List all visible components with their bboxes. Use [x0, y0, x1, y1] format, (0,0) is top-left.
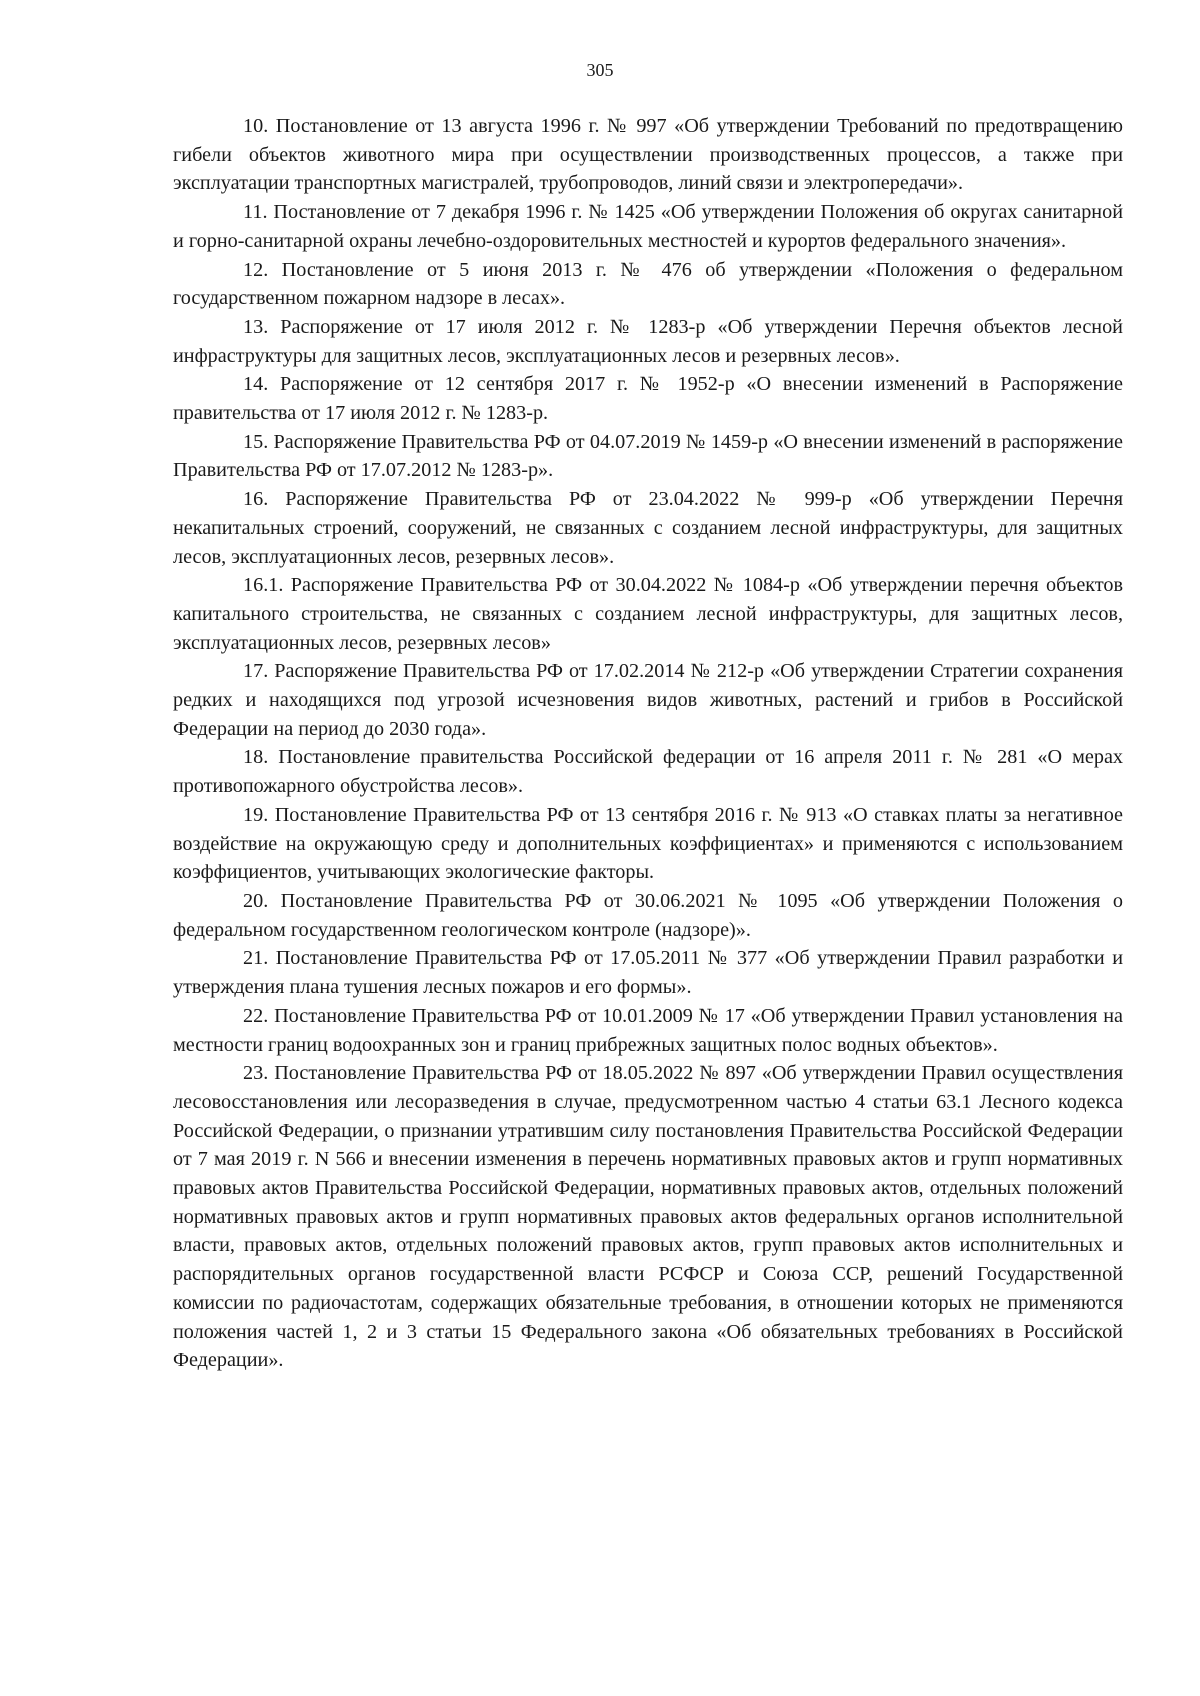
- list-item-16-1: 16.1. Распоряжение Правительства РФ от 30.04.2022 № 1084-р «Об утверждении перечня объектов капитального строительства, не связанных с созданием лесной инфраструктуры, для защитных лесов, эксплуатационных лесов, резервных лесов»: [173, 574, 1123, 654]
- document-body: [173, 112, 1123, 1375]
- list-item-16: 16. Распоряжение Правительства РФ от 23.04.2022 № 999-р «Об утверждении Перечня некапитальных строений, сооружений, не связанных с созданием лесной инфраструктуры, для защитных лесов, эксплуатационных лесов, резервных лесов».: [173, 488, 1123, 568]
- page-number: 305: [586, 60, 614, 80]
- list-item-14: 14. Распоряжение от 12 сентября 2017 г. № 1952-р «О внесении изменений в Распоряжение правительства от 17 июля 2012 г. № 1283-р.: [173, 373, 1123, 425]
- list-item-11: 11. Постановление от 7 декабря 1996 г. № 1425 «Об утверждении Положения об округах санитарной и горно-санитарной охраны лечебно-оздоровительных местностей и курортов федерального значения».: [173, 201, 1123, 252]
- list-item-10: 10. Постановление от 13 августа 1996 г. № 997 «Об утверждении Требований по предотвращению гибели объектов животного мира при осуществлении производственных процессов, а также при эксплуатации транспортных магистралей, трубопроводов, линий связи и электропередачи».: [173, 115, 1123, 195]
- list-item-22: 22. Постановление Правительства РФ от 10.01.2009 № 17 «Об утверждении Правил установления на местности границ водоохранных зон и границ прибрежных защитных полос водных объектов».: [173, 1004, 1123, 1056]
- list-item-18: 18. Постановление правительства Российской федерации от 16 апреля 2011 г. № 281 «О мерах противопожарного обустройства лесов».: [173, 746, 1123, 798]
- list-item-21: 21. Постановление Правительства РФ от 17.05.2011 № 377 «Об утверждении Правил разработки и утверждения плана тушения лесных пожаров и его формы».: [173, 947, 1123, 999]
- list-item-20: 20. Постановление Правительства РФ от 30.06.2021 № 1095 «Об утверждении Положения о федеральном государственном геологическом контроле (надзоре)».: [173, 889, 1123, 941]
- list-item-12: 12. Постановление от 5 июня 2013 г. № 476 об утверждении «Положения о федеральном государственном пожарном надзоре в лесах».: [173, 258, 1123, 310]
- list-item-17: 17. Распоряжение Правительства РФ от 17.02.2014 № 212-р «Об утверждении Стратегии сохранения редких и находящихся под угрозой исчезновения видов животных, растений и грибов в Российской Федерации на период до 2030 года».: [173, 660, 1123, 740]
- list-item-15: 15. Распоряжение Правительства РФ от 04.07.2019 № 1459-р «О внесении изменений в распоряжение Правительства РФ от 17.07.2012 № 1283-р».: [173, 430, 1123, 482]
- list-item-19: 19. Постановление Правительства РФ от 13 сентября 2016 г. № 913 «О ставках платы за негативное воздействие на окружающую среду и дополнительных коэффициентах» и применяются с использованием коэффициентов, учитывающих экологические факторы.: [173, 803, 1123, 884]
- list-item-23: 23. Постановление Правительства РФ от 18.05.2022 № 897 «Об утверждении Правил осуществления лесовосстановления или лесоразведения в случае, предусмотренном частью 4 статьи 63.1 Лесного кодекса Российской Федерации, о признании утратившим силу постановления Правительства Российской Федерации от 7 мая 2019 г. N 566 и внесении изменения в перечень нормативных правовых актов и групп нормативных правовых актов Правительства Российской Федерации, нормативных правовых актов, отдельных положений нормативных правовых актов и групп нормативных правовых актов федеральных органов исполнительной власти, правовых актов, отдельных положений правовых актов, групп правовых актов исполнительных и распорядительных органов государственной власти РСФСР и Союза ССР, решений Государственной комиссии по радиочастотам, содержащих обязательные требования, в отношении которых не применяются положения частей 1, 2 и 3 статьи 15 Федерального закона «Об обязательных требованиях в Российской Федерации».: [173, 1062, 1123, 1372]
- list-item-13: 13. Распоряжение от 17 июля 2012 г. № 1283-р «Об утверждении Перечня объектов лесной инфраструктуры для защитных лесов, эксплуатационных лесов и резервных лесов».: [173, 315, 1123, 367]
